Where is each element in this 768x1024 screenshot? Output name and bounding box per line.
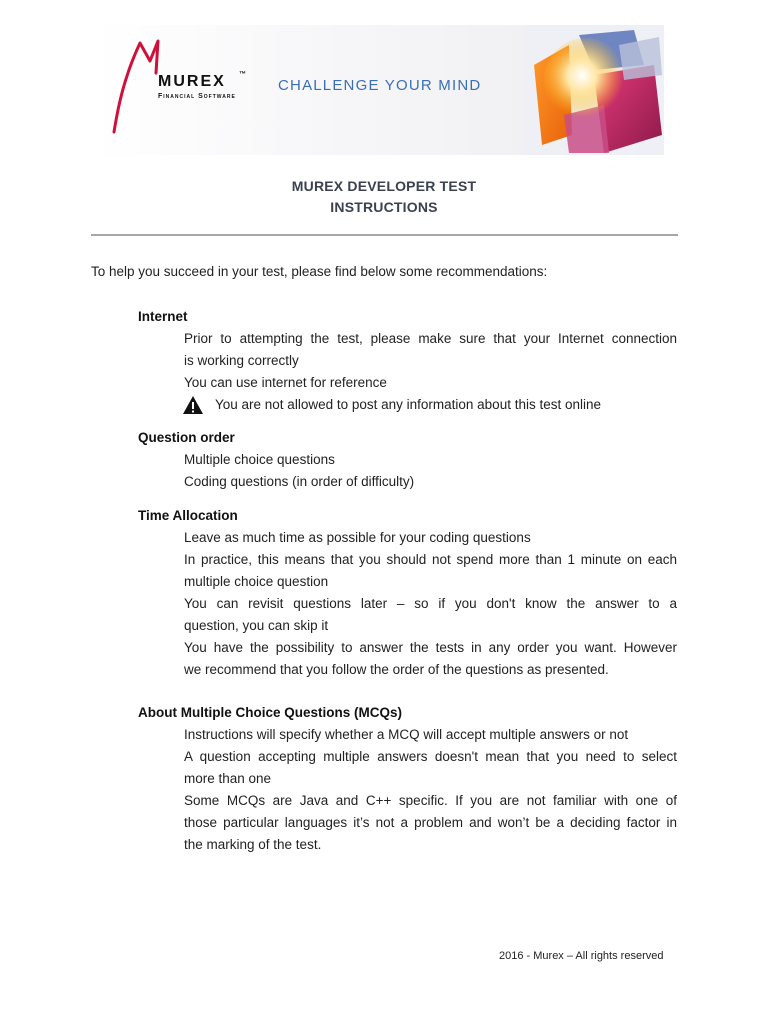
logo-wordmark: MUREX <box>158 73 226 90</box>
header-banner <box>92 25 664 155</box>
section-line: more than one <box>184 771 272 786</box>
section-line: Leave as much time as possible for your coding questions <box>184 530 531 545</box>
section-line: You can revisit questions later – so if you don't know the answer to a <box>184 596 677 611</box>
logo-subtitle: Financial Software <box>158 93 236 100</box>
tagline: CHALLENGE YOUR MIND <box>278 77 482 94</box>
warning-line: You are not allowed to post any information about this test online <box>215 397 602 412</box>
section-line: Coding questions (in order of difficulty) <box>184 474 415 489</box>
warning-icon <box>182 395 204 415</box>
section-line: Some MCQs are Java and C++ specific. If you are not familiar with one of <box>184 793 677 808</box>
title-line-1: MUREX DEVELOPER TEST <box>291 178 477 194</box>
abstract-cube-art-icon <box>524 25 664 155</box>
section-line: we recommend that you follow the order of the questions as presented. <box>184 662 609 677</box>
section-line: Prior to attempting the test, please make sure that your Internet connection <box>184 331 677 346</box>
section-line: You can use internet for reference <box>184 375 387 390</box>
footer-copyright: 2016 - Murex – All rights reserved <box>499 950 664 962</box>
section-line: those particular languages it’s not a problem and won’t be a deciding factor in <box>184 815 677 830</box>
section-line: the marking of the test. <box>184 837 322 852</box>
section-line: multiple choice question <box>184 574 329 589</box>
section-title-time-allocation: Time Allocation <box>138 508 238 523</box>
section-line: A question accepting multiple answers doesn't mean that you need to select <box>184 749 677 764</box>
title-line-2: INSTRUCTIONS <box>330 199 438 215</box>
section-line: In practice, this means that you should not spend more than 1 minute on each <box>184 552 677 567</box>
section-line: is working correctly <box>184 353 299 368</box>
section-line: Instructions will specify whether a MCQ will accept multiple answers or not <box>184 727 629 742</box>
section-line: Multiple choice questions <box>184 452 335 467</box>
section-title-internet: Internet <box>138 309 188 324</box>
intro-text: To help you succeed in your test, please find below some recommendations: <box>91 264 548 279</box>
document-title <box>0 176 768 218</box>
logo-trademark: ™ <box>239 71 246 78</box>
divider <box>91 234 678 236</box>
section-line: question, you can skip it <box>184 618 329 633</box>
section-line: You have the possibility to answer the tests in any order you want. However <box>184 640 677 655</box>
section-title-mcqs: About Multiple Choice Questions (MCQs) <box>138 705 402 720</box>
section-title-question-order: Question order <box>138 430 235 445</box>
